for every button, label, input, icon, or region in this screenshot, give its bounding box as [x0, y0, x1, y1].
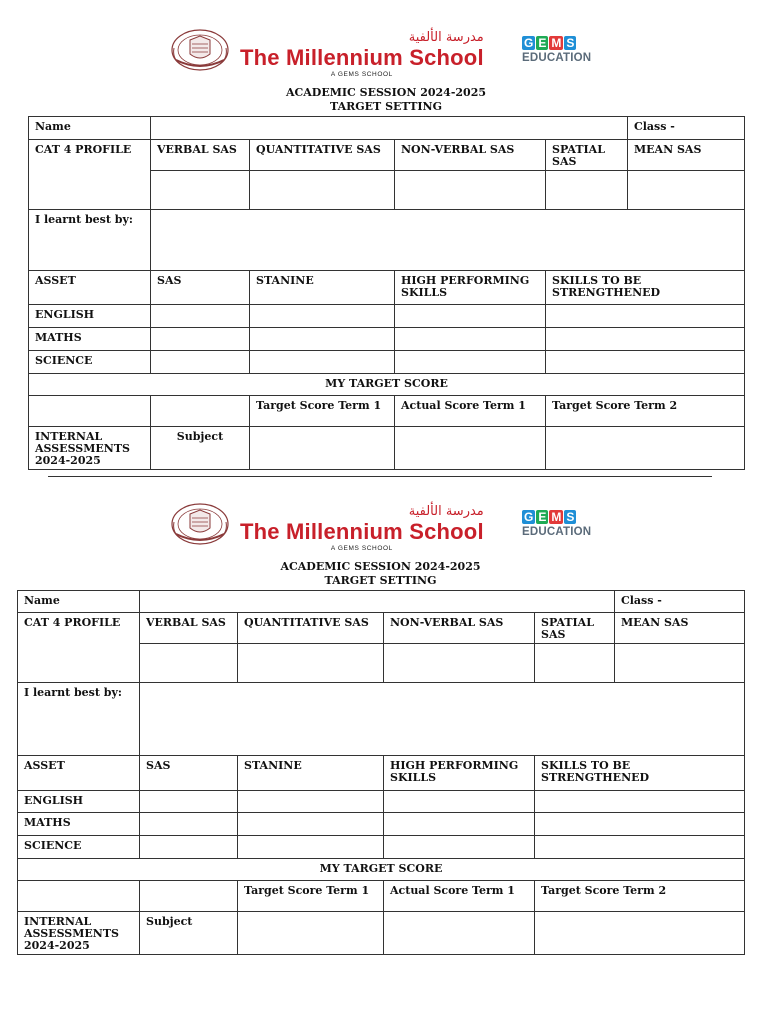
non-verbal-sas-field[interactable] — [395, 171, 546, 210]
target-term1-field[interactable] — [250, 427, 395, 470]
target-term2-header: Target Score Term 2 — [535, 881, 745, 912]
gems-logo-letter: S — [566, 36, 575, 50]
subject-row-english — [18, 791, 745, 813]
my-target-score-row — [18, 859, 745, 881]
name-label: Name — [29, 117, 151, 140]
subject-maths-label: MATHS — [29, 328, 151, 351]
stanine-header: STANINE — [238, 756, 384, 791]
subject-row-maths — [18, 813, 745, 836]
learnt-best-row — [29, 210, 745, 271]
english-stanine-field[interactable] — [238, 791, 384, 813]
gems-education-logo — [522, 36, 604, 64]
name-field[interactable] — [140, 591, 615, 613]
science-stanine-field[interactable] — [250, 351, 395, 374]
maths-stanine-field[interactable] — [238, 813, 384, 836]
cat4-header-row — [18, 613, 745, 644]
asset-header-row — [18, 756, 745, 791]
name-label: Name — [18, 591, 140, 613]
score-header-row — [18, 881, 745, 912]
score-blank-cell — [29, 396, 151, 427]
gems-education-word: EDUCATION — [522, 526, 592, 538]
verbal-sas-field[interactable] — [140, 644, 238, 683]
school-name: The Millennium School — [240, 45, 484, 70]
class-field[interactable]: Class - — [615, 591, 745, 613]
school-name-block — [240, 504, 484, 552]
maths-strengthen-field[interactable] — [535, 813, 745, 836]
subject-english-label: ENGLISH — [18, 791, 140, 813]
letterhead — [17, 502, 744, 560]
class-field[interactable]: Class - — [628, 117, 745, 140]
spatial-sas-field[interactable] — [546, 171, 628, 210]
name-field[interactable] — [151, 117, 628, 140]
school-crest-icon — [170, 28, 230, 72]
internal-assessments-row — [18, 912, 745, 955]
science-sas-field[interactable] — [151, 351, 250, 374]
gems-logo-letter: M — [551, 36, 562, 50]
science-stanine-field[interactable] — [238, 836, 384, 859]
mean-sas-field[interactable] — [628, 171, 745, 210]
session-title: ACADEMIC SESSION 2024-2025 — [285, 86, 487, 99]
school-arabic-name: مدرسة الألفية — [408, 504, 484, 519]
learnt-best-field[interactable] — [140, 683, 745, 756]
target-term2-header: Target Score Term 2 — [546, 396, 745, 427]
english-sas-field[interactable] — [140, 791, 238, 813]
maths-high-skills-field[interactable] — [384, 813, 535, 836]
actual-term1-header: Actual Score Term 1 — [395, 396, 546, 427]
science-strengthen-field[interactable] — [535, 836, 745, 859]
english-stanine-field[interactable] — [250, 305, 395, 328]
sas-header: SAS — [140, 756, 238, 791]
my-target-score-title: MY TARGET SCORE — [29, 374, 745, 396]
target-term1-header: Target Score Term 1 — [238, 881, 384, 912]
score-blank-cell-2 — [140, 881, 238, 912]
gems-logo-letter: E — [538, 510, 547, 524]
actual-term1-field[interactable] — [395, 427, 546, 470]
english-high-skills-field[interactable] — [384, 791, 535, 813]
maths-sas-field[interactable] — [140, 813, 238, 836]
quantitative-sas-field[interactable] — [238, 644, 384, 683]
score-blank-cell-2 — [151, 396, 250, 427]
skills-to-strengthen-header: SKILLS TO BE STRENGTHENED — [535, 756, 745, 791]
english-strengthen-field[interactable] — [546, 305, 745, 328]
my-target-score-row — [29, 374, 745, 396]
gems-education-word: EDUCATION — [522, 52, 592, 64]
mean-sas-field[interactable] — [615, 644, 745, 683]
actual-term1-header: Actual Score Term 1 — [384, 881, 535, 912]
target-setting-table — [17, 590, 745, 955]
internal-assessments-label: INTERNAL ASSESSMENTS 2024-2025 — [18, 912, 140, 955]
stanine-header: STANINE — [250, 271, 395, 305]
subject-row-english — [29, 305, 745, 328]
gems-logo-letter: E — [538, 36, 547, 50]
subject-science-label: SCIENCE — [18, 836, 140, 859]
non-verbal-sas-header: NON-VERBAL SAS — [395, 140, 546, 171]
subject-row-maths — [29, 328, 745, 351]
learnt-best-field[interactable] — [151, 210, 745, 271]
quantitative-sas-field[interactable] — [250, 171, 395, 210]
science-high-skills-field[interactable] — [384, 836, 535, 859]
cat4-profile-label: CAT 4 PROFILE — [18, 613, 140, 683]
name-row — [29, 117, 745, 140]
subject-field[interactable]: Subject — [140, 912, 238, 955]
learnt-best-label: I learnt best by: — [29, 210, 151, 271]
gems-logo-icon — [522, 36, 604, 50]
maths-high-skills-field[interactable] — [395, 328, 546, 351]
sas-header: SAS — [151, 271, 250, 305]
english-sas-field[interactable] — [151, 305, 250, 328]
school-subtitle: A GEMS SCHOOL — [330, 71, 393, 78]
non-verbal-sas-header: NON-VERBAL SAS — [384, 613, 535, 644]
gems-logo-letter: S — [566, 510, 575, 524]
subject-maths-label: MATHS — [18, 813, 140, 836]
internal-assessments-label: INTERNAL ASSESSMENTS 2024-2025 — [29, 427, 151, 470]
spatial-sas-header: SPATIAL SAS — [535, 613, 615, 644]
asset-header: ASSET — [29, 271, 151, 305]
target-setting-table — [28, 116, 745, 470]
school-crest-icon — [170, 502, 230, 546]
english-strengthen-field[interactable] — [535, 791, 745, 813]
letterhead — [28, 28, 744, 86]
learnt-best-row — [18, 683, 745, 756]
cat4-header-row — [29, 140, 745, 171]
verbal-sas-header: VERBAL SAS — [151, 140, 250, 171]
learnt-best-label: I learnt best by: — [18, 683, 140, 756]
quantitative-sas-header: QUANTITATIVE SAS — [250, 140, 395, 171]
subject-science-label: SCIENCE — [29, 351, 151, 374]
actual-term1-field[interactable] — [384, 912, 535, 955]
non-verbal-sas-field[interactable] — [384, 644, 535, 683]
name-row — [18, 591, 745, 613]
internal-assessments-row — [29, 427, 745, 470]
science-strengthen-field[interactable] — [546, 351, 745, 374]
spatial-sas-header: SPATIAL SAS — [546, 140, 628, 171]
school-name: The Millennium School — [240, 519, 484, 544]
gems-education-logo — [522, 510, 604, 538]
spatial-sas-field[interactable] — [535, 644, 615, 683]
maths-stanine-field[interactable] — [250, 328, 395, 351]
score-blank-cell — [18, 881, 140, 912]
school-name-block — [240, 30, 484, 78]
cut-line-divider — [48, 476, 712, 477]
target-setting-form-2 — [17, 502, 744, 955]
verbal-sas-field[interactable] — [151, 171, 250, 210]
target-term2-field[interactable] — [546, 427, 745, 470]
science-high-skills-field[interactable] — [395, 351, 546, 374]
subject-field[interactable]: Subject — [151, 427, 250, 470]
science-sas-field[interactable] — [140, 836, 238, 859]
subject-row-science — [18, 836, 745, 859]
high-performing-skills-header: HIGH PERFORMING SKILLS — [395, 271, 546, 305]
subject-row-science — [29, 351, 745, 374]
target-setting-title: TARGET SETTING — [330, 100, 442, 113]
cat4-profile-label: CAT 4 PROFILE — [29, 140, 151, 210]
mean-sas-header: MEAN SAS — [615, 613, 745, 644]
verbal-sas-header: VERBAL SAS — [140, 613, 238, 644]
my-target-score-title: MY TARGET SCORE — [18, 859, 745, 881]
quantitative-sas-header: QUANTITATIVE SAS — [238, 613, 384, 644]
maths-sas-field[interactable] — [151, 328, 250, 351]
target-term1-field[interactable] — [238, 912, 384, 955]
target-term2-field[interactable] — [535, 912, 745, 955]
skills-to-strengthen-header: SKILLS TO BE STRENGTHENED — [546, 271, 745, 305]
session-title: ACADEMIC SESSION 2024-2025 — [280, 560, 481, 573]
gems-logo-letter: M — [551, 510, 562, 524]
gems-logo-icon — [522, 510, 604, 524]
asset-header-row — [29, 271, 745, 305]
target-setting-form-1 — [28, 28, 744, 470]
high-performing-skills-header: HIGH PERFORMING SKILLS — [384, 756, 535, 791]
form-titles — [28, 86, 744, 114]
target-setting-title: TARGET SETTING — [324, 574, 437, 587]
gems-logo-letter: G — [524, 510, 534, 524]
school-subtitle: A GEMS SCHOOL — [330, 545, 393, 552]
score-header-row — [29, 396, 745, 427]
subject-english-label: ENGLISH — [29, 305, 151, 328]
school-arabic-name: مدرسة الألفية — [408, 30, 484, 45]
mean-sas-header: MEAN SAS — [628, 140, 745, 171]
form-titles — [17, 560, 744, 588]
gems-logo-letter: G — [524, 36, 534, 50]
maths-strengthen-field[interactable] — [546, 328, 745, 351]
asset-header: ASSET — [18, 756, 140, 791]
target-term1-header: Target Score Term 1 — [250, 396, 395, 427]
english-high-skills-field[interactable] — [395, 305, 546, 328]
